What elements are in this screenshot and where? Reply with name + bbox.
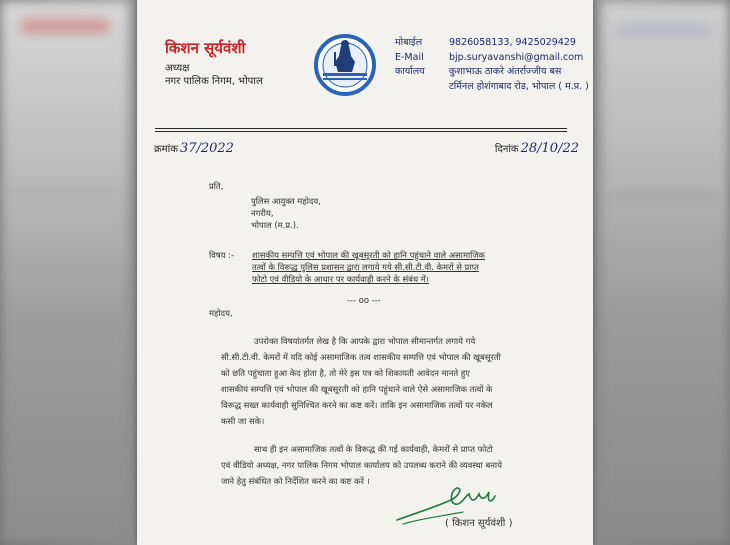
blurred-right-backdrop: [600, 0, 730, 545]
subject-separator: --- oo ---: [347, 295, 381, 305]
recipient-line2: नगरीय,: [251, 208, 274, 218]
paragraph1-line: विरूद्ध सख्त कार्यवाही सुनिश्चित करने का कष्ट करें। ताकि इन असामाजिक तत्वों पर नकेल: [221, 400, 493, 410]
kramank-value: 37/2022: [179, 141, 234, 156]
letter-page: [137, 0, 593, 545]
kramank-label: क्रमांक: [154, 144, 178, 155]
recipient-line3: भोपाल (म.प्र.).: [251, 220, 299, 230]
sender-name: किशन सूर्यवंशी: [165, 39, 246, 57]
header-rule-bottom: [155, 131, 567, 132]
email-value: bjp.suryavanshi@gmail.com: [449, 51, 584, 63]
municipal-emblem-logo: [314, 28, 376, 102]
office-label: कार्यालय: [395, 66, 425, 77]
sender-organization: नगर पालिक निगम, भोपाल: [165, 76, 263, 87]
subject-label: विषय :-: [209, 250, 235, 260]
paragraph2-line: साथ ही इन असामाजिक तत्वों के विरूद्ध की गई कार्यवाही, केमरों से प्राप्त फोटो: [254, 444, 493, 454]
email-label: E-Mail: [395, 51, 424, 63]
paragraph2-line: एवं वीडियो अध्यक्ष, नगर पालिक निगम भोपाल कार्यालय को उपलब्ध कराने की व्यवस्था बनाये: [221, 460, 502, 470]
header-rule-top: [155, 128, 567, 129]
signatory-name: ( किशन सूर्यवंशी ): [445, 518, 513, 529]
paragraph2-line: जाने हेतु संबंधित को निर्देशित करने का कष्ट करें ।: [221, 476, 370, 486]
mobile-label: मोबाईल: [395, 37, 423, 48]
blurred-left-backdrop: [0, 0, 130, 545]
paragraph1-line: को छति पहुंचाता हुआ केद होता है, तो मेरे इस पत्र को शिकायती आवेदन मानते हुए: [221, 368, 470, 378]
paragraph1-line: उपरोक्त विषयांतर्गत लेख है कि आपके द्वारा भोपाल सीमान्तर्गत लगाये गये: [254, 336, 476, 346]
dinank-label: दिनांक: [494, 144, 519, 155]
paragraph1-line: कसी जा सके।: [221, 416, 265, 426]
contact-block: [395, 36, 589, 94]
subject-line2: तत्वों के विरूद्ध पुलिस प्रशासन द्वारा लगाये गये सी.सी.टी.वी. केमरों से प्राप्त: [252, 262, 479, 272]
paragraph1-line: सी.सी.टी.वी. केमरों में यदि कोई असामाजिक तत्व शासकीय सम्पत्ति एवं भोपाल की खूबसूरती: [221, 352, 501, 362]
subject-line1: शासकीय सम्पत्ति एवं भोपाल की खूबसूरती को हानि पहुंचाने वाले असामाजिक: [252, 250, 485, 260]
office-address-line2: टर्मिनल होशंगाबाद रोड, भोपाल ( म.प्र. ): [449, 80, 589, 92]
recipient-prati: प्रति,: [209, 181, 224, 191]
salutation: महोदय,: [209, 308, 233, 318]
reference-number: [154, 141, 234, 156]
letter-date: [495, 141, 579, 156]
sender-designation: अध्यक्ष: [165, 63, 190, 74]
recipient-line1: पुलिस आयुक्त महोदय,: [251, 196, 321, 206]
paragraph1-line: शासकीय सम्पत्ति एवं भोपाल की खूबसूरती को हानि पहुंचाने वाले ऐसे असामाजिक तत्वों के: [221, 384, 493, 394]
dinank-value: 28/10/22: [520, 141, 579, 156]
subject-line3: फोटो एवं वीडियो के आधार पर कार्यवाही करने के संबंध में।: [252, 274, 429, 284]
mobile-value: 9826058133, 9425029429: [449, 37, 576, 48]
office-address-line1: कुशाभाऊ ठाकरे अंतर्राज्जीय बस: [449, 66, 562, 77]
subject-text: [252, 248, 531, 287]
